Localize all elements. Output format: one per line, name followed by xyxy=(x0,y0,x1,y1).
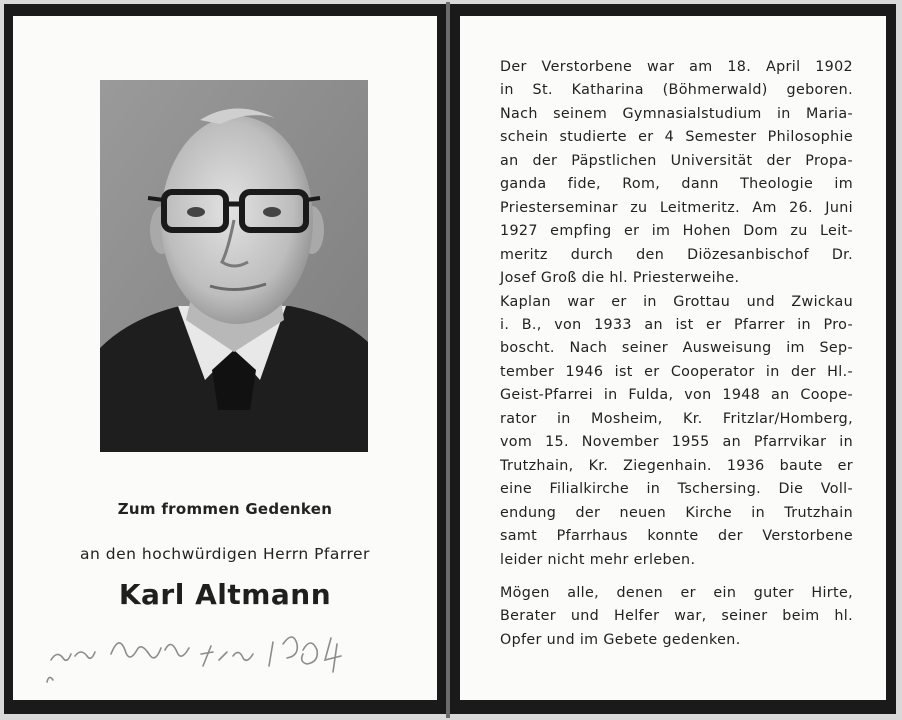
left-panel xyxy=(4,4,446,714)
text-line: meritz durch den Diözesanbischof Dr. xyxy=(500,246,853,263)
text-line: Der Verstorbene war am 18. April 1902 xyxy=(500,59,853,75)
text-line: Geist-Pfarrei in Fulda, von 1948 an Coope- xyxy=(500,387,853,404)
text-line: leider nicht mehr erleben. xyxy=(500,551,696,568)
text-line: an der Päpstlichen Universität der Propa- xyxy=(500,152,853,169)
biography-text xyxy=(500,56,853,652)
paragraph-prayer-request xyxy=(500,582,853,652)
dedication-subtitle: an den hochwürdigen Herrn Pfarrer xyxy=(80,545,370,563)
handwritten-note xyxy=(41,620,361,690)
text-line: 1927 empfing er im Hohen Dom zu Leit- xyxy=(500,223,853,240)
left-page xyxy=(13,16,437,700)
text-line: Mögen alle, denen er ein guter Hirte, xyxy=(500,584,853,601)
paragraph-career xyxy=(500,291,853,572)
text-line: boscht. Nach seiner Ausweisung im Sep- xyxy=(500,340,853,357)
text-line: Josef Groß die hl. Priesterweihe. xyxy=(500,270,740,287)
text-line: Opfer und im Gebete gedenken. xyxy=(500,631,741,648)
text-line: eine Filialkirche in Tschersing. Die Voll- xyxy=(500,481,853,498)
paragraph-spacer xyxy=(500,572,853,582)
portrait-photo xyxy=(100,80,368,452)
text-line: Trutzhain, Kr. Ziegenhain. 1936 baute er xyxy=(500,457,853,474)
text-line: Berater und Helfer war, seiner beim hl. xyxy=(500,608,853,625)
text-line: samt Pfarrhaus konnte der Verstorbene xyxy=(500,528,853,545)
text-line: Kaplan war er in Grottau und Zwickau xyxy=(500,293,853,310)
text-line: endung der neuen Kirche in Trutzhain xyxy=(500,504,853,521)
text-line: in St. Katharina (Böhmerwald) geboren. xyxy=(500,82,853,99)
deceased-name: Karl Altmann xyxy=(118,578,332,611)
text-line: tember 1946 ist er Cooperator in der Hl.- xyxy=(500,363,853,380)
text-line: i. B., von 1933 an ist er Pfarrer in Pro- xyxy=(500,316,853,333)
paragraph-birth-ordination xyxy=(500,56,853,291)
text-line: ganda fide, Rom, dann Theologie im xyxy=(500,176,853,193)
text-line: Priesterseminar zu Leitmeritz. Am 26. Juni xyxy=(500,199,853,216)
text-line: schein studierte er 4 Semester Philosophie xyxy=(500,129,853,146)
right-panel xyxy=(450,4,896,714)
text-line: rator in Mosheim, Kr. Fritzlar/Homberg, xyxy=(500,410,853,427)
right-page xyxy=(460,16,886,700)
dedication-heading: Zum frommen Gedenken xyxy=(117,500,333,518)
portrait-image xyxy=(100,80,368,452)
text-line: vom 15. November 1955 an Pfarrvikar in xyxy=(500,434,853,451)
text-line: Nach seinem Gymnasialstudium in Maria- xyxy=(500,105,853,122)
